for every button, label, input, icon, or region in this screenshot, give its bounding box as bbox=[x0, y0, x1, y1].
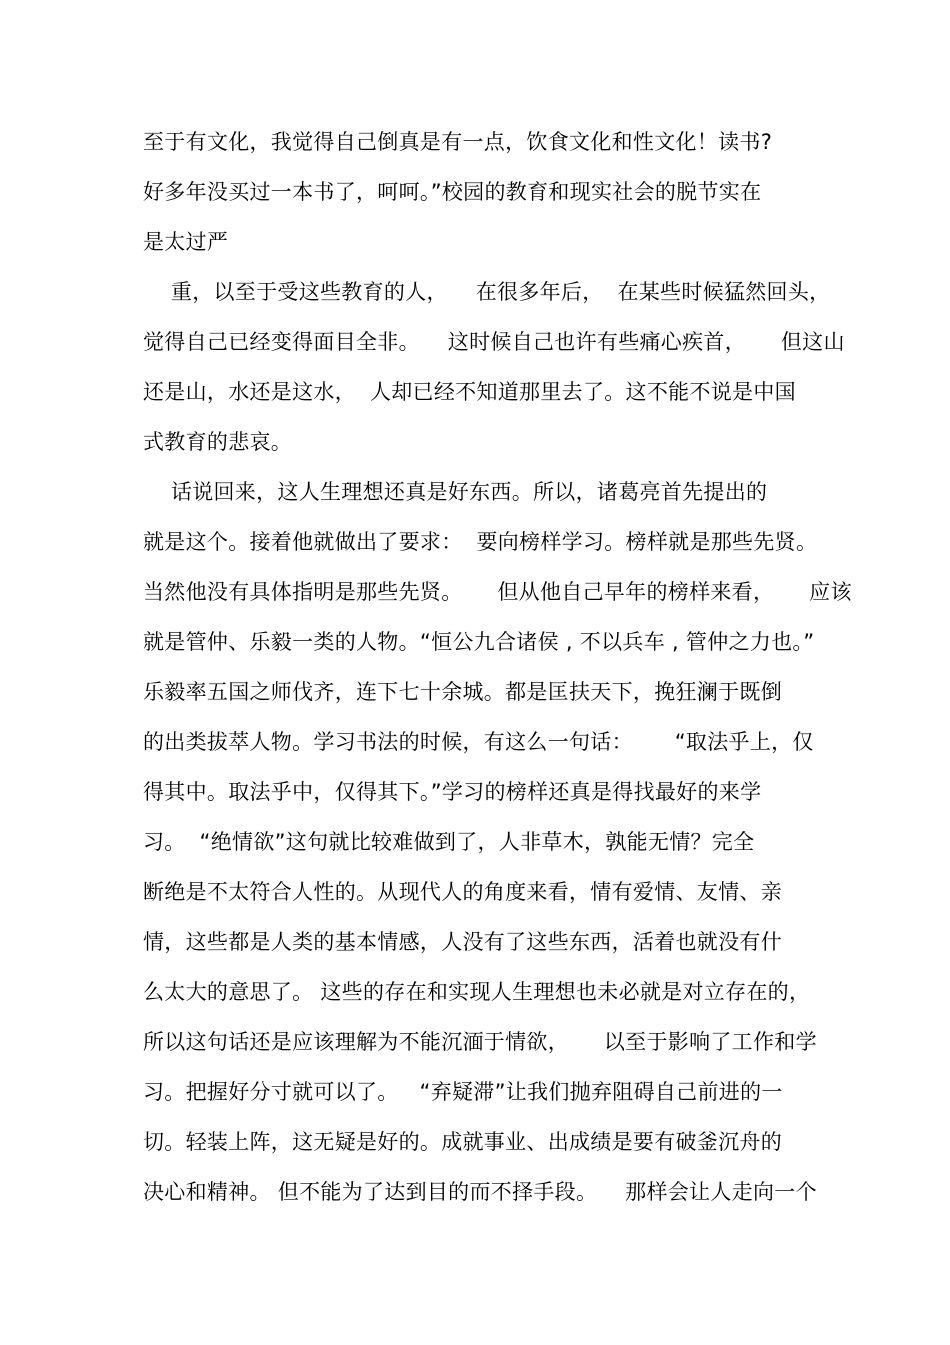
text-line: 好多年没买过一本书了，呵呵。”校园的教育和现实社会的脱节实在 bbox=[143, 180, 762, 204]
text-line: 是太过严 bbox=[143, 230, 229, 254]
text-line: 断绝是不太符合人性的。从现代人的角度来看，情有爱情、友情、亲 bbox=[143, 880, 782, 904]
text-line: 习。把握好分寸就可以了。 “弃疑滞”让我们抛弃阻碍自己前进的一 bbox=[143, 1080, 783, 1104]
text-line: 乐毅率五国之师伐齐，连下七十余城。都是匡扶天下，挽狂澜于既倒 bbox=[143, 680, 782, 704]
text-line: 当然他没有具体指明是那些先贤。 但从他自己早年的榜样来看， 应该 bbox=[143, 580, 852, 604]
text-line: 就是管仲、乐毅一类的人物。“恒公九合诸侯 , 不以兵车 , 管仲之力也。” bbox=[143, 630, 815, 654]
text-line: 情，这些都是人类的基本情感，人没有了这些东西，活着也就没有什 bbox=[143, 930, 782, 954]
text-line: 习。 “绝情欲”这句就比较难做到了，人非草木，孰能无情？完全 bbox=[143, 830, 755, 854]
text-line: 的出类拔萃人物。学习书法的时候，有这么一句话： “取法乎上，仅 bbox=[143, 730, 814, 754]
text-line: 就是这个。接着他就做出了要求： 要向榜样学习。榜样就是那些先贤。 bbox=[143, 530, 818, 554]
text-line: 切。轻装上阵，这无疑是好的。成就事业、出成绩是要有破釜沉舟的 bbox=[143, 1130, 782, 1154]
text-line: 式教育的悲哀。 bbox=[143, 430, 293, 454]
text-line: 觉得自己已经变得面目全非。 这时候自己也许有些痛心疾首， 但这山 bbox=[143, 330, 845, 354]
text-line: 么太大的意思了。 这些的存在和实现人生理想也未必就是对立存在的， bbox=[143, 980, 811, 1004]
text-line: 话说回来，这人生理想还真是好东西。所以，诸葛亮首先提出的 bbox=[143, 480, 768, 504]
text-line: 得其中。取法乎中，仅得其下。”学习的榜样还真是得找最好的来学 bbox=[143, 780, 762, 804]
text-line: 决心和精神。 但不能为了达到目的而不择手段。 那样会让人走向一个 bbox=[143, 1180, 817, 1204]
text-line: 所以这句话还是应该理解为不能沉湎于情欲， 以至于影响了工作和学 bbox=[143, 1030, 817, 1054]
text-line: 至于有文化，我觉得自己倒真是有一点，饮食文化和性文化！读书? bbox=[143, 130, 773, 154]
text-line: 还是山，水还是这水， 人却已经不知道那里去了。这不能不说是中国 bbox=[143, 380, 796, 404]
text-line: 重，以至于受这些教育的人， 在很多年后， 在某些时候猛然回头， bbox=[143, 280, 831, 304]
